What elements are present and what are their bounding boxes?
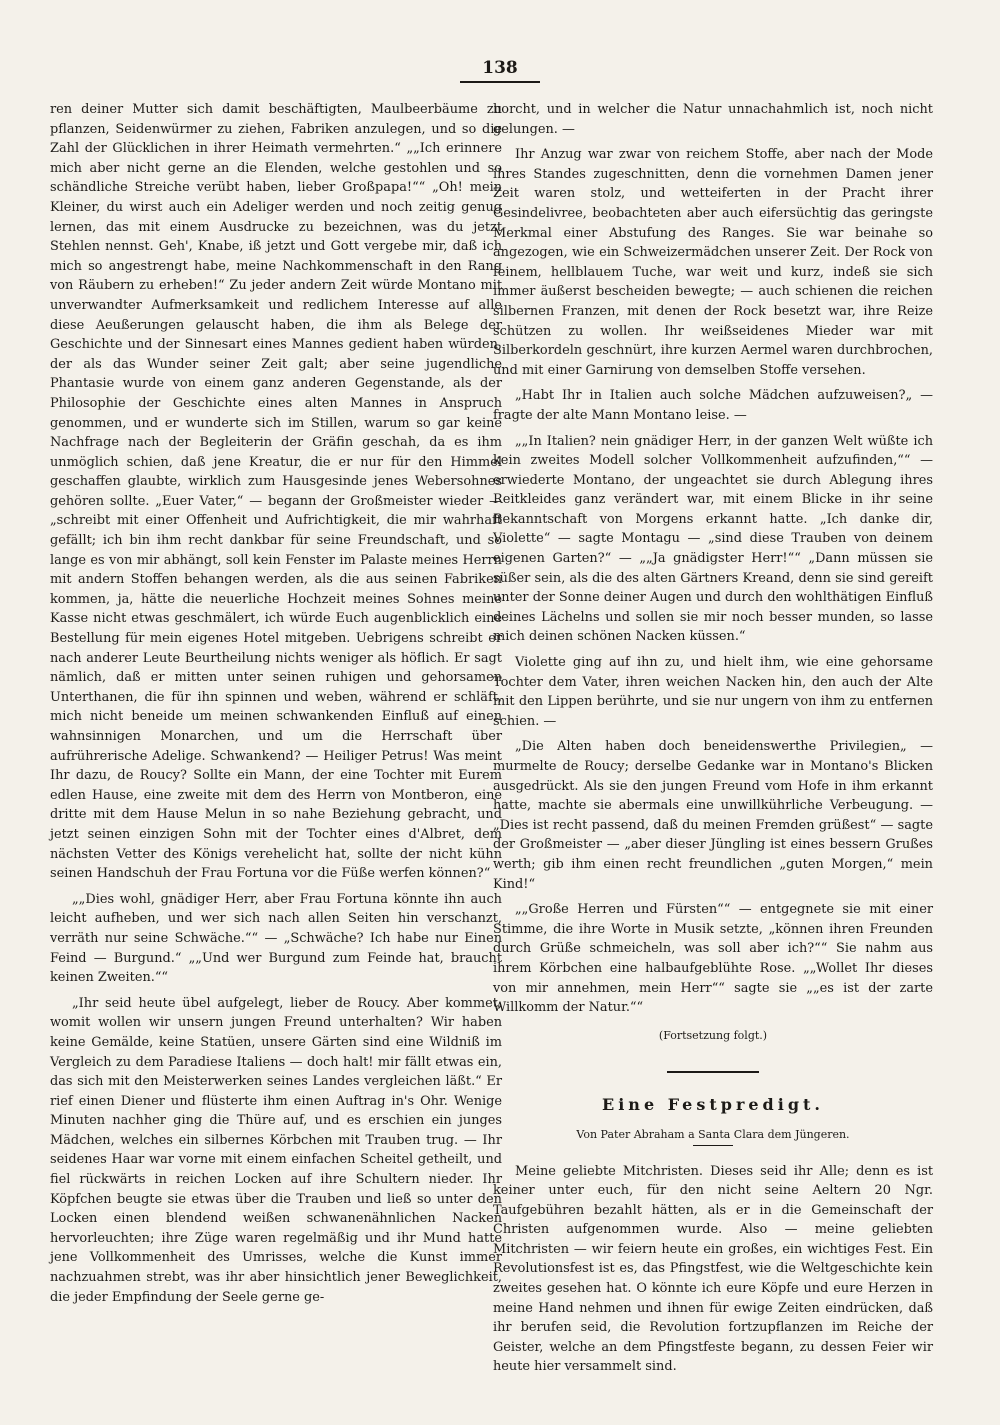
paragraph: „Habt Ihr in Italien auch solche Mädchen aufzuweisen?„ — fragte der alte Mann Montano leise. —: [493, 388, 933, 423]
section-divider: [667, 1071, 759, 1073]
paragraph: „„Dies wohl, gnädiger Herr, aber Frau Fortuna könnte ihn auch leicht aufheben, und wer sich nach allen Seiten hin verschanzt, verräth nur seine Schwäche.““ — „Schwäche? Ich habe nur Einen Feind — Burgund.“ „„Und wer Burgund zum Feinde hat, braucht keinen Zweiten.““: [50, 891, 502, 986]
paragraph: „„Große Herren und Fürsten““ — entgegnete sie mit einer Stimme, die ihre Worte in Musik setzte, „können ihren Freunden durch Grüße schmeicheln, was soll aber ich?““ Sie nahm aus ihrem Körbchen eine halbaufgeblühte Rose. „„Wollet Ihr dieses von mir annehmen, mein Herr““ sagte sie „„es ist der zarte Willkomm der Natur.““: [493, 902, 933, 1016]
paragraph: „Die Alten haben doch beneidenswerthe Privilegien„ — murmelte de Roucy; derselbe Gedanke war in Montano's Blicken ausgedrückt. Als sie den jungen Freund vom Hofe in ihm erkannt hatte, machte sie abermals eine unwillkührliche Verbeugung. — „Dies ist recht passend, daß du meinen Fremden grüßest“ — sagte der Großmeister — „aber dieser Jüngling ist eines bessern Grußes werth; gib ihm einen recht freundlichen „guten Morgen,“ mein Kind!“: [493, 739, 933, 892]
article-title: Eine Festpredigt.: [602, 1095, 824, 1115]
right-column: [493, 100, 933, 1377]
paragraph: horcht, und in welcher die Natur unnachahmlich ist, noch nicht gelungen. —: [493, 102, 933, 137]
paragraph: ren deiner Mutter sich damit beschäftigten, Maulbeerbäume zu pflanzen, Seidenwürmer zu ziehen, Fabriken anzulegen, und so die Zahl der Glücklichen in ihrer Heimath vermehrten.“ „„Ich erinnere mich aber nicht gerne an die Elenden, welche gestohlen und so schändliche Streiche verübt haben, lieber Großpapa!““ „Oh! mein Kleiner, du wirst auch ein Adeliger werden und noch zeitig genug lernen, das mit einem Ausdrucke zu bezeichnen, was du jetzt Stehlen nennst. Geh', Knabe, iß jetzt und Gott vergebe mir, daß ich mich so angestrengt habe, meine Nachkommenschaft in den Rang von Räubern zu erheben!“ Zu jeder andern Zeit würde Montano mit unverwandter Aufmerksamkeit und redlichem Interesse auf alle diese Aeußerungen gelauscht haben, die ihm als Belege der Geschichte und der Sinnesart eines Mannes gedient haben würden, der als das Wunder seiner Zeit galt; aber seine jugendliche Phantasie wurde von einem ganz anderen Gegenstande, als der Philosophie der Geschichte eines alten Mannes in Anspruch genommen, und er wunderte sich im Stillen, warum so gar keine Nachfrage nach der Begleiterin der Gräfin geschah, da es ihm unmöglich schien, daß jene Kreatur, die er nur für den Himmel geschaffen glaubte, wirklich zum Hausgesinde jenes Webersohnes gehören sollte. „Euer Vater,“ — begann der Großmeister wieder — „schreibt mit einer Offenheit und Aufrichtigkeit, die mir wahrhaft gefällt; ich bin ihm recht dankbar für seine Freundschaft, und so lange es von mir abhängt, soll kein Fenster im Palaste meines Herrn mit andern Stoffen behangen werden, als die aus seinen Fabriken kommen, ja, hätte die neuerliche Hochzeit meines Sohnes meine Kasse nicht etwas geschmälert, ich würde Euch augenblicklich eine Bestellung für mein eigenes Hotel mitgeben. Uebrigens schreibt er nach anderer Leute Beurtheilung nichts weniger als höflich. Er sagt nämlich, daß er mitten unter seinen ruhigen und gehorsamen Unterthanen, die für ihn spinnen und weben, während er schläft, mich nicht beneide um meinen schwankenden Einfluß auf einen wahnsinnigen Monarchen, und um die Herrschaft über aufrührerische Adelige. Schwankend? — Heiliger Petrus! Was meint Ihr dazu, de Roucy? Sollte ein Mann, der eine Tochter mit Eurem edlen Hause, eine zweite mit dem des Herrn von Montberon, eine dritte mit dem Hause Melun in so nahe Beziehung gebracht, und jetzt seinen einzigen Sohn mit der Tochter eines d'Albret, dem nächsten Vetter des Königs verehelicht hat, sollte der nicht kühn seinen Handschuh der Frau Fortuna vor die Füße werfen können?“: [50, 102, 502, 882]
byline-divider: [693, 1145, 733, 1146]
paragraph: Ihr Anzug war zwar von reichem Stoffe, aber nach der Mode ihres Standes zugeschnitten, denn die vornehmen Damen jener Zeit waren stolz, und wetteiferten in der Pracht ihrer Gesindelivree, beobachteten aber auch eifersüchtig das geringste Merkmal einer Abstufung des Ranges. Sie war beinahe so angezogen, wie ein Schweizermädchen unserer Zeit. Der Rock von feinem, hellblauem Tuche, war weit und kurz, indeß sie sich immer äußerst bescheiden bewegte; — auch schienen die reichen silbernen Franzen, mit denen der Rock besetzt war, ihre Reize schützen zu wollen. Ihr weißseidenes Mieder war mit Silberkordeln geschnürt, ihre kurzen Aermel waren durchbrochen, und mit einer Garnirung von demselben Stoffe versehen.: [493, 147, 933, 378]
page-number: 138: [460, 58, 540, 83]
article-byline: Von Pater Abraham a Santa Clara dem Jüngeren.: [576, 1127, 850, 1141]
left-column: [50, 100, 502, 1307]
continued-note: (Fortsetzung folgt.): [658, 1028, 768, 1042]
paragraph: Violette ging auf ihn zu, und hielt ihm, wie eine gehorsame Tochter dem Vater, ihren weichen Nacken hin, den auch der Alte mit den Lippen berührte, und sie nur ungern von ihm zu entfernen schien. —: [493, 655, 933, 729]
paragraph: „„In Italien? nein gnädiger Herr, in der ganzen Welt wüßte ich kein zweites Modell solcher Vollkommenheit aufzufinden,““ — erwiederte Montano, der ungeachtet sie durch Ablegung ihres Reitkleides ganz verändert war, mit einem Blicke in ihr seine Bekanntschaft von Morgens erkannt hatte. „Ich danke dir, Violette“ — sagte Montagu — „sind diese Trauben von deinem eigenen Garten?“ — „„Ja gnädigster Herr!““ „Dann müssen sie süßer sein, als die des alten Gärtners Kreand, denn sie sind gereift unter der Sonne deiner Augen und durch den wohlthätigen Einfluß deines Lächelns und sollen sie mir noch besser munden, so lasse mich deinen schönen Nacken küssen.“: [493, 433, 933, 645]
article-body: Meine geliebte Mitchristen. Dieses seid ihr Alle; denn es ist keiner unter euch, für den nicht seine Aeltern 20 Ngr. Taufgebühren bezahlt hätten, als er in die Gemeinschaft der Christen aufgenommen wurde. Also — meine geliebten Mitchristen — wir feiern heute ein großes, ein wichtiges Fest. Ein Revolutionsfest ist es, das Pfingstfest, wie die Weltgeschichte kein zweites gesehen hat. O könnte ich eure Köpfe und eure Herzen in meine Hand nehmen und ihnen für ewige Zeiten eindrücken, daß ihr berufen seid, die Revolution fortzupflanzen im Reiche der Geister, welche an dem Pfingstfeste begann, zu dessen Feier wir heute hier versammelt sind.: [493, 1163, 933, 1375]
paragraph: „Ihr seid heute übel aufgelegt, lieber de Roucy. Aber kommet, womit wollen wir unsern jungen Freund unterhalten? Wir haben keine Gemälde, keine Statüen, unsere Gärten sind eine Wildniß im Vergleich zu dem Paradiese Italiens — doch halt! mir fällt etwas ein, das sich mit den Meisterwerken seines Landes vergleichen läßt.“ Er rief einen Diener und flüsterte ihm einen Auftrag in's Ohr. Wenige Minuten nachher ging die Thüre auf, und es erschien ein junges Mädchen, welches ein silbernes Körbchen mit Trauben trug. — Ihr seidenes Haar war vorne mit einem einfachen Scheitel getheilt, und fiel rückwärts in reichen Locken auf ihre Schultern nieder. Ihr Köpfchen beugte sie etwas über die Trauben und ließ so unter den Locken einen blendend weißen schwanenähnlichen Nacken hervorleuchten; ihre Züge waren regelmäßig und ihr Mund hatte jene Vollkommenheit des Umrisses, welche die Kunst immer nachzuahmen strebt, was ihr aber hinsichtlich jener Beweglichkeit, die jeder Empfindung der Seele gerne ge-: [50, 995, 502, 1305]
